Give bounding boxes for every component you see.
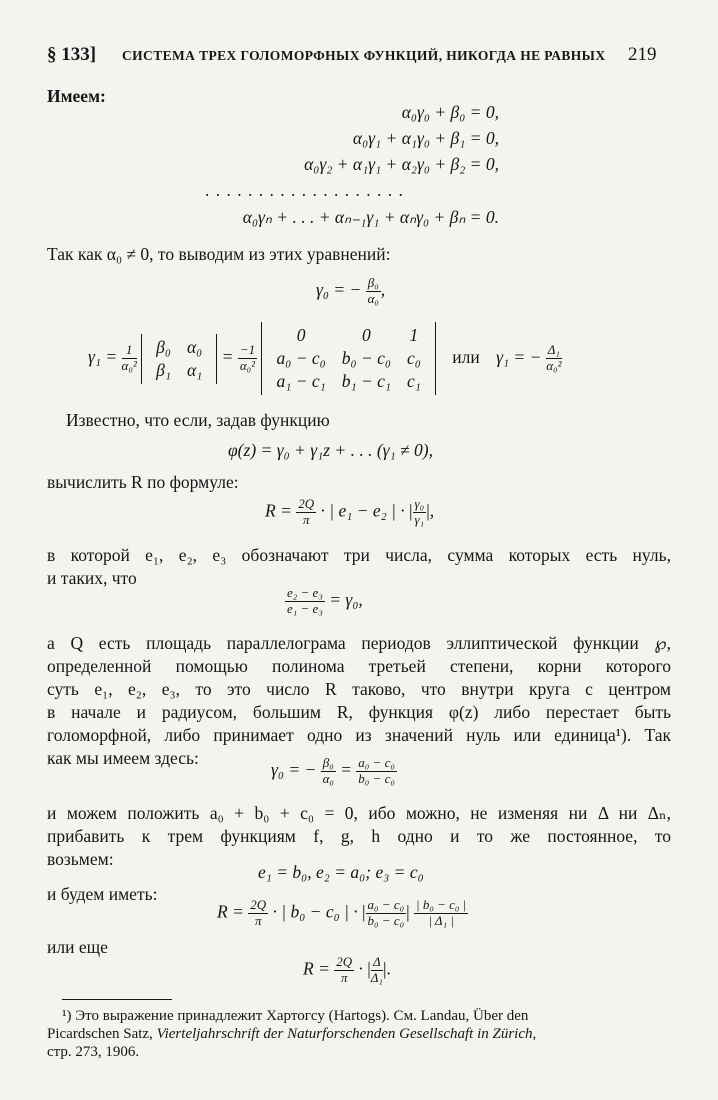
frac-num: γ₀	[414, 496, 425, 511]
R-lhs: R =	[265, 500, 292, 521]
fraction-1-a0sq	[122, 343, 137, 374]
dot: ·	[358, 958, 363, 979]
frac-den: Δ₁	[370, 969, 383, 985]
frac-den: | Δ₁ |	[428, 912, 454, 928]
fraction-d-d1	[371, 955, 383, 986]
fraction-minus1-a0sq	[238, 343, 257, 374]
det-cell: β₀	[156, 336, 171, 357]
det-cell: α₁	[186, 359, 203, 380]
paragraph-tak-kak: Так как α₀ ≠ 0, то выводим из этих уравнений:	[47, 244, 391, 264]
det-cell: a₁ − c₁	[276, 371, 326, 391]
paragraph-mozhem-line-1: и можем положить a₀ + b₀ + c₀ = 0, ибо можно, не изменяя ни Δ ни Δₙ,	[47, 803, 671, 823]
R2-mid: · | b₀ − c₀ | ·	[272, 901, 358, 922]
page-number: 219	[628, 44, 657, 65]
R1-mid: · | e₁ − e₂ | ·	[320, 500, 405, 521]
paragraph-q-line-2: определенной помощью полинома третьей степени, корни которого	[47, 656, 671, 676]
frac-den: α₀²	[546, 358, 562, 373]
frac-num: 1	[122, 343, 137, 359]
frac-num: Δ	[371, 955, 383, 971]
det-cell: c₀	[406, 348, 421, 368]
frac-den: γ₁	[414, 511, 425, 527]
frac-num: β₀	[367, 275, 379, 290]
det-cell: a₀ − c₀	[276, 348, 326, 368]
footnote-text: Picardschen Satz,	[47, 1026, 157, 1042]
footnote-line-1: ¹) Это выражение принадлежит Хартогсу (Hartogs). См. Landau, Über den	[62, 1008, 529, 1024]
frac-den: π	[302, 511, 310, 527]
frac-num: 2Q	[336, 954, 353, 969]
det-cell: 0	[296, 325, 306, 345]
frac-den: α₀²	[239, 358, 256, 373]
formula-gamma1: γ₁ = $\frac{1}{\text{α₀²}}$ β₀ α₀ β₁ α₁ = $\frac{-1}{\text{α₀²}}$ 0 0 1 a₀ − c₀ b₀ − c₀ c₀ a₁ − c₁ b₁ − c₁ c₁ или γ₁ = − $\frac{\text{Δ₁}}{\text{α₀²}}$	[88, 322, 562, 395]
footnote-journal: Vierteljahrschrift der Naturforschenden Gesellschaft in Zürich,	[156, 1026, 537, 1042]
determinant-2x2	[141, 334, 217, 384]
frac-den: α₀	[367, 290, 379, 306]
R-lhs: R =	[217, 901, 244, 922]
fraction-b0-a0	[321, 756, 336, 787]
fraction-e	[285, 586, 325, 617]
paragraph-budem: и будем иметь:	[47, 884, 158, 904]
section-number: § 133]	[47, 44, 97, 65]
frac-num: β₀	[322, 755, 334, 770]
fraction-2Q-pi	[296, 497, 316, 528]
frac-num: 2Q	[298, 496, 315, 511]
frac-num: | b₀ − c₀ |	[416, 897, 467, 912]
frac-den: b₀ − c₀	[358, 770, 395, 786]
det-cell: c₁	[406, 371, 421, 391]
det-cell: 1	[409, 325, 419, 345]
footnote-rule	[62, 999, 172, 1000]
text-ili: или	[452, 346, 480, 367]
g0b-lhs: γ₀ = −	[271, 759, 317, 780]
formula-R3: R = $\frac{2Q}{\pi}$ · | $\frac{\Delta}{\text{Δ₁}}$ |.	[303, 954, 391, 985]
running-title: СИСТЕМА ТРЕХ ГОЛОМОРФНЫХ ФУНКЦИЙ, НИКОГДА НЕ РАВНЫХ	[122, 48, 606, 63]
e-rhs: = γ₀,	[329, 589, 363, 610]
fraction-2Q-pi	[334, 955, 354, 986]
frac-den: e₁ − e₃	[287, 600, 323, 616]
paragraph-i-takih: и таких, что	[47, 568, 137, 588]
paragraph-v-kotoroy: в которой e₁, e₂, e₃ обозначают три числа, сумма которых есть нуль,	[47, 545, 671, 565]
equation-4: α₀γₙ + . . . + αₙ₋₁γ₁ + αₙγ₀ + βₙ = 0.	[242, 207, 499, 227]
paragraph-q-line-5: голоморфной, либо принимает одно из значений нуль или единица¹). Так	[47, 725, 671, 745]
paragraph-mozhem-line-3: возьмем:	[47, 849, 114, 869]
text-imeem: Имеем:	[47, 86, 106, 106]
det-cell: 0	[361, 325, 371, 345]
formula-phi: φ(z) = γ₀ + γ₁z + . . . (γ₁ ≠ 0),	[228, 440, 433, 460]
det-cell: b₀ − c₀	[341, 348, 391, 368]
paragraph-vychislit: вычислить R по формуле:	[47, 472, 239, 492]
fraction-ac-bc	[356, 756, 397, 787]
paragraph-ili-esche: или еще	[47, 937, 108, 957]
paragraph-q-line-4: в начале и радиусом, большим R, функция φ(z) либо перестает быть	[47, 702, 671, 722]
paragraph-q-line-6: как мы имеем здесь:	[47, 748, 199, 768]
fraction-g0-g1	[413, 497, 427, 528]
gamma0-lhs: γ₀ = −	[316, 279, 362, 300]
frac-num: Δ₁	[547, 342, 560, 358]
formula-gamma0-b	[271, 756, 397, 787]
determinant-3x3	[261, 322, 435, 395]
frac-den: b₀ − c₀	[367, 912, 405, 928]
comma: ,	[380, 279, 386, 300]
frac-num: e₂ − e₃	[287, 585, 323, 600]
frac-num: a₀ − c₀	[358, 755, 395, 770]
frac-num: a₀ − c₀	[367, 897, 405, 912]
frac-den: α₀²	[121, 358, 137, 373]
equation-2: α₀γ₁ + α₁γ₀ + β₁ = 0,	[352, 128, 499, 148]
fraction-ac-bc	[366, 898, 407, 929]
frac-den: π	[340, 969, 348, 985]
equation-dots: . . . . . . . . . . . . . . . . . . .	[205, 180, 404, 200]
frac-num: −1	[239, 342, 256, 358]
fraction-b0-a0	[366, 276, 381, 307]
formula-R2: R = $\frac{2Q}{\pi}$ · | b₀ − c₀ | · | $\frac{\text{a₀ − c₀}}{\text{b₀ − c₀}}$ | $\frac{\text{| b₀ − c₀ |}}{\text{| Δ₁ |}}$	[217, 897, 467, 928]
equation-1: α₀γ₀ + β₀ = 0,	[401, 102, 499, 122]
fraction-absbc-absd1	[414, 898, 468, 929]
R-lhs: R =	[303, 958, 330, 979]
equation-3: α₀γ₂ + α₁γ₁ + α₂γ₀ + β₂ = 0,	[304, 154, 499, 174]
paragraph-mozhem-line-2: прибавить к трем функциям f, g, h одно и то же постоянное, то	[47, 826, 671, 846]
gamma1-lhs: γ₁ =	[88, 346, 118, 367]
paragraph-q-line-3: суть e₁, e₂, e₃, то это число R таково, что внутри круга с центром	[47, 679, 671, 699]
formula-R1: R = $\frac{2Q}{\pi}$ · | e₁ − e₂ | · | $\frac{\text{γ₀}}{\text{γ₁}}$ |,	[265, 496, 435, 527]
paragraph-izvestno: Известно, что если, задав функцию	[66, 410, 330, 430]
gamma1-alt-lhs: γ₁ = −	[496, 346, 542, 367]
fraction-2Q-pi	[248, 898, 268, 929]
formula-gamma0	[316, 276, 385, 307]
frac-den: π	[254, 912, 262, 928]
footnote-line-3: стр. 273, 1906.	[47, 1044, 140, 1060]
formula-e-assign: e₁ = b₀, e₂ = a₀; e₃ = c₀	[258, 862, 424, 882]
footnote-line-2	[47, 1026, 536, 1043]
det-cell: b₁ − c₁	[341, 371, 391, 391]
frac-num: 2Q	[250, 897, 267, 912]
det-cell: β₁	[156, 359, 171, 380]
paragraph-q-line-1: а Q есть площадь параллелограма периодов эллиптической функции ℘,	[47, 633, 671, 653]
frac-den: α₀	[322, 770, 334, 786]
comma: ,	[429, 500, 435, 521]
equals: =	[340, 759, 352, 780]
formula-e-ratio	[285, 586, 363, 617]
fraction-d1-a0sq	[546, 343, 562, 374]
det-cell: α₀	[186, 336, 203, 357]
